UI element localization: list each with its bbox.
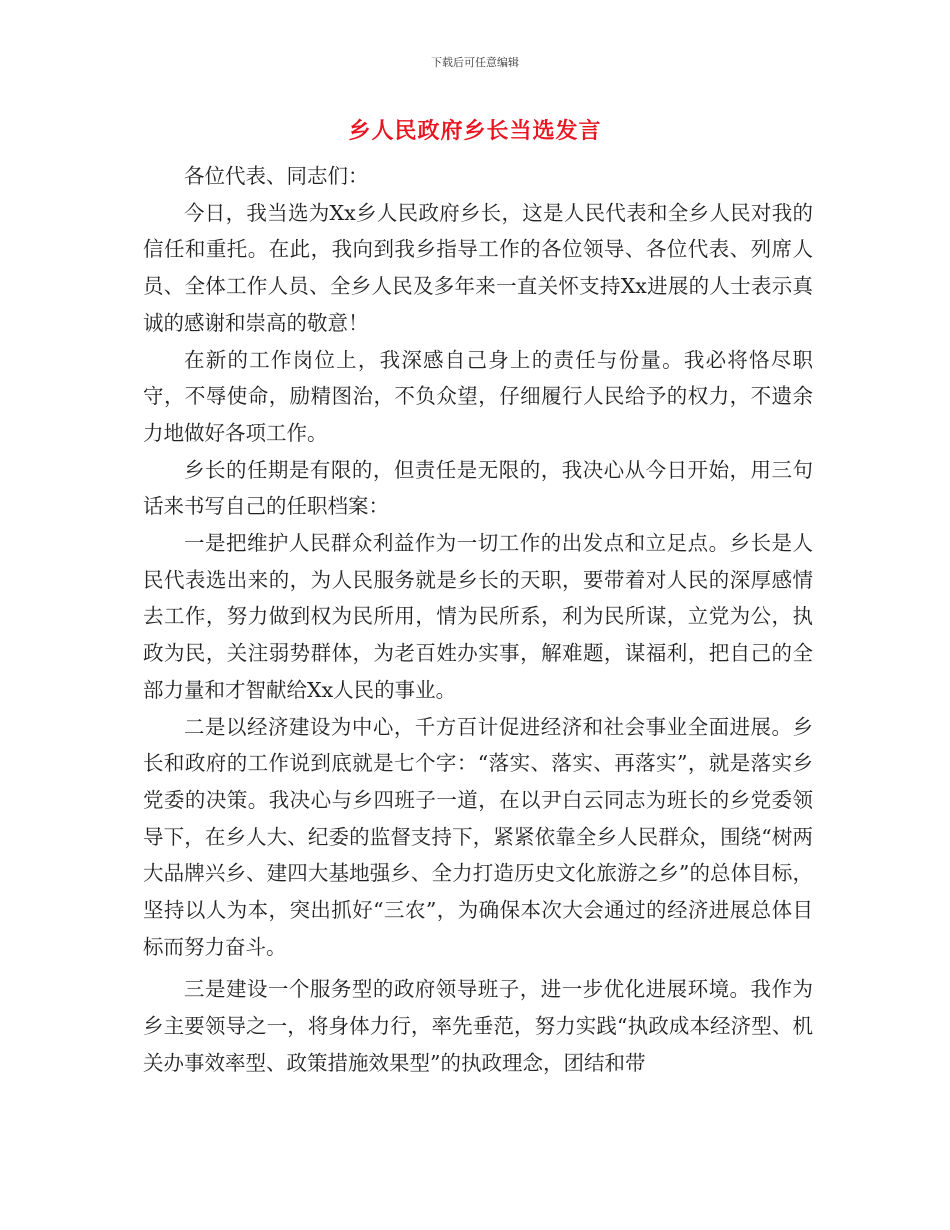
document-body [143, 158, 813, 1082]
greeting: 各位代表、同志们： [184, 164, 369, 188]
page-title: 乡人民政府乡长当选发言 [348, 119, 602, 144]
paragraph-4: 一是把维护人民群众利益作为一切工作的出发点和立足点。乡长是人民代表选出来的，为人民服务就是乡长的天职，要带着对人民的深厚感情去工作，努力做到权为民所用，情为民所系，利为民所谋，立党为公，执政为民，关注弱势群体，为老百姓办实事，解难题，谋福利，把自己的全部力量和才智献给Xx人民的事业。 [143, 531, 813, 702]
paragraph-1: 今日，我当选为Xx乡人民政府乡长，这是人民代表和全乡人民对我的信任和重托。在此，我向到我乡指导工作的各位领导、各位代表、列席人员、全体工作人员、全乡人民及多年来一直关怀支持Xx进展的人士表示真诚的感谢和崇高的敬意！ [143, 200, 813, 335]
paragraph-2: 在新的工作岗位上，我深感自己身上的责任与份量。我必将恪尽职守，不辱使命，励精图治，不负众望，仔细履行人民给予的权力，不遗余力地做好各项工作。 [143, 347, 813, 445]
paragraph-6: 三是建设一个服务型的政府领导班子，进一步优化进展环境。我作为乡主要领导之一，将身体力行，率先垂范，努力实践“执政成本经济型、机关办事效率型、政策措施效果型”的执政理念，团结和带 [143, 977, 813, 1075]
paragraph-3: 乡长的任期是有限的，但责任是无限的，我决心从今日开始，用三句话来书写自己的任职档案： [143, 457, 813, 519]
paragraph-5: 二是以经济建设为中心，千方百计促进经济和社会事业全面进展。乡长和政府的工作说到底就是七个字：“落实、落实、再落实”，就是落实乡党委的决策。我决心与乡四班子一道，在以尹白云同志为班长的乡党委领导下，在乡人大、纪委的监督支持下，紧紧依靠全乡人民群众，围绕“树两大品牌兴乡、建四大基地强乡、全力打造历史文化旅游之乡”的总体目标，坚持以人为本，突出抓好“三农”，为确保本次大会通过的经济进展总体目标而努力奋斗。 [143, 714, 813, 959]
header-note: 下载后可任意编辑 [431, 56, 519, 69]
